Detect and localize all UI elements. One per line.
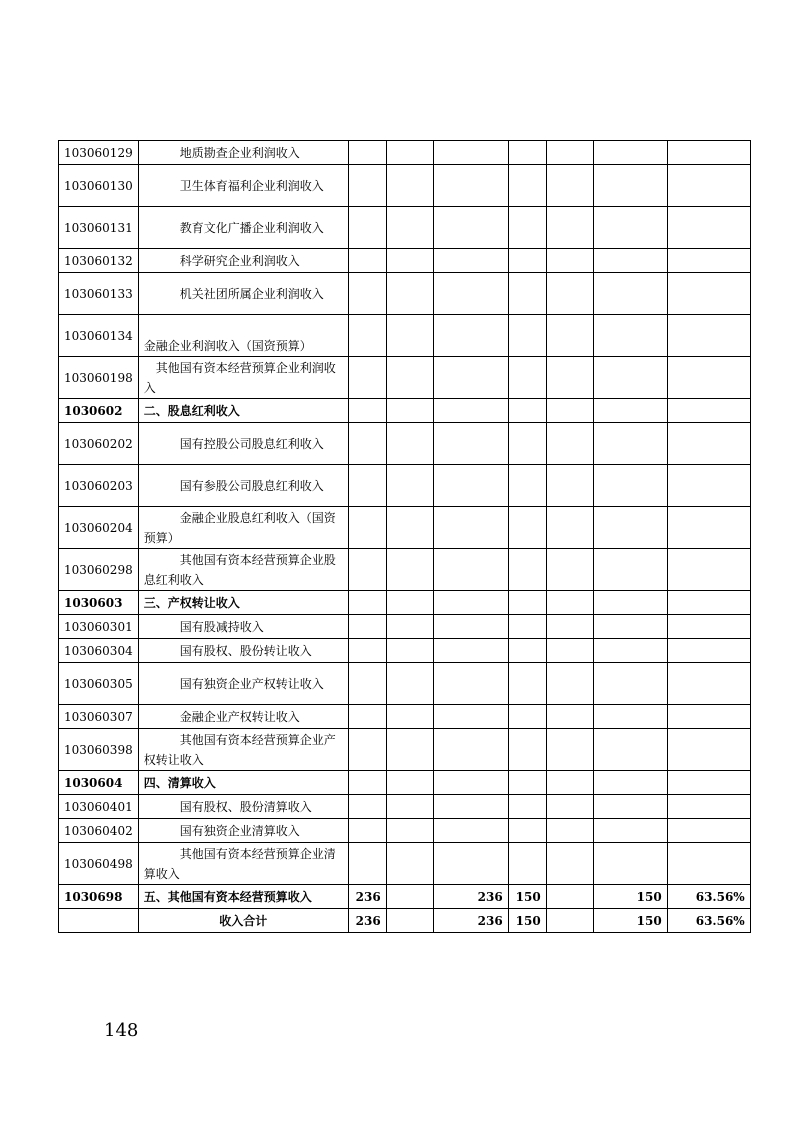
value-cell: [593, 663, 667, 705]
value-cell: [386, 315, 433, 357]
value-cell: [348, 549, 386, 591]
table-row: [59, 639, 751, 663]
value-cell: [433, 507, 508, 549]
value-cell: [667, 615, 750, 639]
total-value-cell: 150: [508, 909, 546, 933]
value-cell: [433, 729, 508, 771]
table-row: [59, 423, 751, 465]
value-cell: 236: [348, 885, 386, 909]
value-cell: [593, 771, 667, 795]
value-cell: [593, 249, 667, 273]
value-cell: [593, 207, 667, 249]
value-cell: [667, 141, 750, 165]
row-name: [138, 165, 348, 207]
row-name: [138, 507, 348, 549]
table-row: [59, 663, 751, 705]
row-name-text: 三、产权转让收入: [143, 595, 240, 610]
row-name-text: 国有独资企业清算收入: [179, 823, 300, 838]
value-cell: [348, 843, 386, 885]
value-cell: [546, 141, 593, 165]
value-cell: [593, 507, 667, 549]
value-cell: [433, 315, 508, 357]
value-cell: [348, 465, 386, 507]
row-name: [138, 357, 348, 399]
value-cell: [667, 357, 750, 399]
row-name: [138, 465, 348, 507]
value-cell: [433, 843, 508, 885]
value-cell: [667, 165, 750, 207]
value-cell: [593, 423, 667, 465]
row-name-text: 教育文化广播企业利润收入: [179, 220, 324, 235]
row-code: 103060301: [59, 615, 139, 639]
value-cell: [348, 795, 386, 819]
row-code: 103060129: [59, 141, 139, 165]
value-cell: [386, 273, 433, 315]
value-cell: [546, 165, 593, 207]
value-cell: [348, 273, 386, 315]
table-row: [59, 795, 751, 819]
row-code: 103060204: [59, 507, 139, 549]
value-cell: [508, 771, 546, 795]
value-cell: [508, 207, 546, 249]
value-cell: [546, 771, 593, 795]
value-cell: [508, 591, 546, 615]
value-cell: [433, 141, 508, 165]
value-cell: [593, 357, 667, 399]
value-cell: [348, 639, 386, 663]
value-cell: [433, 639, 508, 663]
value-cell: [546, 705, 593, 729]
value-cell: [386, 639, 433, 663]
value-cell: [593, 141, 667, 165]
row-code: 103060198: [59, 357, 139, 399]
value-cell: [348, 423, 386, 465]
value-cell: [593, 843, 667, 885]
value-cell: [508, 141, 546, 165]
row-name-text: 其他国有资本经营预算企业产权转让收入: [143, 732, 336, 767]
value-cell: [433, 465, 508, 507]
row-code: 103060132: [59, 249, 139, 273]
value-cell: [508, 549, 546, 591]
value-cell: [508, 423, 546, 465]
value-cell: [348, 663, 386, 705]
value-cell: [386, 795, 433, 819]
value-cell: [546, 591, 593, 615]
value-cell: [386, 819, 433, 843]
row-name: [138, 843, 348, 885]
row-name: [138, 705, 348, 729]
budget-table: [58, 140, 751, 933]
row-name-text: 国有股权、股份清算收入: [179, 799, 312, 814]
value-cell: [546, 315, 593, 357]
value-cell: [667, 549, 750, 591]
table-row: [59, 357, 751, 399]
value-cell: [667, 465, 750, 507]
table-row: [59, 465, 751, 507]
value-cell: [348, 315, 386, 357]
row-code: 103060398: [59, 729, 139, 771]
value-cell: [546, 615, 593, 639]
value-cell: [508, 795, 546, 819]
value-cell: [433, 795, 508, 819]
value-cell: [546, 729, 593, 771]
value-cell: [508, 273, 546, 315]
row-code: 103060304: [59, 639, 139, 663]
value-cell: [546, 819, 593, 843]
row-code: 103060131: [59, 207, 139, 249]
value-cell: [386, 885, 433, 909]
row-name: [138, 141, 348, 165]
value-cell: [508, 507, 546, 549]
value-cell: [386, 771, 433, 795]
value-cell: [348, 141, 386, 165]
value-cell: [508, 639, 546, 663]
value-cell: [433, 705, 508, 729]
row-code: 103060401: [59, 795, 139, 819]
row-name: [138, 549, 348, 591]
value-cell: [348, 357, 386, 399]
value-cell: [433, 249, 508, 273]
row-name: [138, 639, 348, 663]
row-name-text: 金融企业股息红利收入（国资预算）: [143, 510, 336, 545]
total-value-cell: 236: [348, 909, 386, 933]
value-cell: [593, 591, 667, 615]
value-cell: [593, 315, 667, 357]
value-cell: [348, 615, 386, 639]
table-row: [59, 615, 751, 639]
value-cell: [667, 663, 750, 705]
row-code: 1030604: [59, 771, 139, 795]
value-cell: [546, 795, 593, 819]
row-name: [138, 273, 348, 315]
value-cell: [386, 465, 433, 507]
table-row: [59, 591, 751, 615]
value-cell: [593, 705, 667, 729]
total-value-cell: 150: [593, 909, 667, 933]
value-cell: [386, 165, 433, 207]
table-row: [59, 141, 751, 165]
value-cell: [386, 423, 433, 465]
total-value-cell: [386, 909, 433, 933]
table-row: [59, 273, 751, 315]
total-value-cell: 63.56%: [667, 909, 750, 933]
value-cell: [348, 165, 386, 207]
value-cell: [386, 663, 433, 705]
row-name-text: 国有独资企业产权转让收入: [179, 676, 324, 691]
value-cell: [546, 549, 593, 591]
value-cell: [508, 357, 546, 399]
row-code: 103060498: [59, 843, 139, 885]
table-row: [59, 165, 751, 207]
value-cell: [667, 843, 750, 885]
value-cell: [386, 705, 433, 729]
total-value-cell: 236: [433, 909, 508, 933]
value-cell: [386, 399, 433, 423]
row-name: [138, 591, 348, 615]
value-cell: [348, 249, 386, 273]
row-name-text: 机关社团所属企业利润收入: [179, 286, 324, 301]
row-name: [138, 771, 348, 795]
value-cell: [433, 165, 508, 207]
value-cell: [667, 423, 750, 465]
value-cell: [593, 399, 667, 423]
value-cell: [508, 843, 546, 885]
total-row: [59, 909, 751, 933]
row-code: 103060202: [59, 423, 139, 465]
value-cell: [433, 423, 508, 465]
value-cell: [667, 591, 750, 615]
row-code: 103060305: [59, 663, 139, 705]
row-code: 103060133: [59, 273, 139, 315]
value-cell: [348, 507, 386, 549]
row-name: [138, 729, 348, 771]
value-cell: [546, 465, 593, 507]
value-cell: [386, 591, 433, 615]
row-name-text: 金融企业产权转让收入: [179, 709, 300, 724]
value-cell: [433, 615, 508, 639]
value-cell: [433, 357, 508, 399]
value-cell: [386, 249, 433, 273]
value-cell: [667, 639, 750, 663]
value-cell: [386, 507, 433, 549]
value-cell: [386, 141, 433, 165]
value-cell: 150: [508, 885, 546, 909]
row-name-text: 国有控股公司股息红利收入: [179, 436, 324, 451]
value-cell: [593, 639, 667, 663]
value-cell: [433, 819, 508, 843]
value-cell: [433, 591, 508, 615]
row-code: 103060203: [59, 465, 139, 507]
value-cell: [593, 729, 667, 771]
value-cell: [348, 771, 386, 795]
table-row: [59, 549, 751, 591]
table-row: [59, 843, 751, 885]
row-name: [138, 885, 348, 909]
value-cell: [667, 705, 750, 729]
value-cell: [593, 549, 667, 591]
table-row: [59, 207, 751, 249]
table-row: [59, 729, 751, 771]
table-body: [59, 141, 751, 933]
table-row: [59, 885, 751, 909]
value-cell: [508, 165, 546, 207]
total-label: 收入合计: [138, 909, 348, 933]
value-cell: [593, 795, 667, 819]
row-name-text: 科学研究企业利润收入: [179, 253, 300, 268]
value-cell: [348, 819, 386, 843]
row-name: [138, 819, 348, 843]
table-row: [59, 819, 751, 843]
table-row: [59, 399, 751, 423]
row-name: [138, 423, 348, 465]
value-cell: [508, 705, 546, 729]
row-name-text: 国有股权、股份转让收入: [179, 643, 312, 658]
value-cell: [386, 357, 433, 399]
value-cell: [546, 273, 593, 315]
value-cell: [508, 315, 546, 357]
value-cell: [546, 423, 593, 465]
row-name-text: 其他国有资本经营预算企业股息红利收入: [143, 552, 336, 587]
row-name: [138, 249, 348, 273]
value-cell: [433, 399, 508, 423]
value-cell: [433, 549, 508, 591]
total-value-cell: [546, 909, 593, 933]
value-cell: [546, 663, 593, 705]
value-cell: [667, 207, 750, 249]
value-cell: [433, 273, 508, 315]
table-row: [59, 249, 751, 273]
row-code: 103060134: [59, 315, 139, 357]
value-cell: 63.56%: [667, 885, 750, 909]
value-cell: [593, 273, 667, 315]
value-cell: 236: [433, 885, 508, 909]
value-cell: [667, 315, 750, 357]
value-cell: [593, 165, 667, 207]
value-cell: [348, 399, 386, 423]
row-name: [138, 315, 348, 357]
value-cell: [546, 399, 593, 423]
row-name-text: 四、清算收入: [143, 775, 216, 790]
value-cell: [348, 705, 386, 729]
row-code: 1030603: [59, 591, 139, 615]
row-name-text: 金融企业利润收入（国资预算）: [143, 338, 312, 353]
value-cell: [433, 771, 508, 795]
page-number: 148: [104, 1020, 139, 1041]
value-cell: [546, 507, 593, 549]
value-cell: [348, 729, 386, 771]
value-cell: [386, 843, 433, 885]
row-code: 1030698: [59, 885, 139, 909]
value-cell: [386, 729, 433, 771]
value-cell: [593, 819, 667, 843]
row-code: 1030602: [59, 399, 139, 423]
value-cell: [508, 663, 546, 705]
row-name-text: 五、其他国有资本经营预算收入: [143, 889, 312, 904]
total-code: [59, 909, 139, 933]
value-cell: [667, 399, 750, 423]
row-code: 103060402: [59, 819, 139, 843]
value-cell: [546, 843, 593, 885]
row-code: 103060307: [59, 705, 139, 729]
value-cell: [386, 207, 433, 249]
row-name-text: 国有参股公司股息红利收入: [179, 478, 324, 493]
value-cell: [508, 249, 546, 273]
value-cell: [433, 663, 508, 705]
row-name-text: 地质勘查企业利润收入: [179, 145, 300, 160]
row-code: 103060298: [59, 549, 139, 591]
value-cell: [667, 273, 750, 315]
row-name-text: 国有股减持收入: [179, 619, 264, 634]
value-cell: [508, 819, 546, 843]
value-cell: [508, 465, 546, 507]
row-name: [138, 795, 348, 819]
value-cell: [546, 207, 593, 249]
value-cell: [667, 795, 750, 819]
value-cell: [667, 729, 750, 771]
value-cell: [546, 639, 593, 663]
value-cell: 150: [593, 885, 667, 909]
value-cell: [593, 615, 667, 639]
value-cell: [546, 885, 593, 909]
value-cell: [667, 771, 750, 795]
row-name-text: 卫生体育福利企业利润收入: [179, 178, 324, 193]
value-cell: [667, 249, 750, 273]
row-name: [138, 207, 348, 249]
row-name-text: 其他国有资本经营预算企业利润收入: [143, 360, 336, 395]
table-row: [59, 507, 751, 549]
value-cell: [508, 615, 546, 639]
value-cell: [386, 549, 433, 591]
value-cell: [508, 399, 546, 423]
value-cell: [386, 615, 433, 639]
table-row: [59, 315, 751, 357]
table-row: [59, 705, 751, 729]
row-name: [138, 615, 348, 639]
row-name-text: 二、股息红利收入: [143, 403, 240, 418]
value-cell: [433, 207, 508, 249]
value-cell: [667, 819, 750, 843]
value-cell: [348, 591, 386, 615]
value-cell: [546, 249, 593, 273]
row-name: [138, 663, 348, 705]
value-cell: [593, 465, 667, 507]
row-name: [138, 399, 348, 423]
value-cell: [667, 507, 750, 549]
value-cell: [508, 729, 546, 771]
value-cell: [348, 207, 386, 249]
table-row: [59, 771, 751, 795]
row-code: 103060130: [59, 165, 139, 207]
row-name-text: 其他国有资本经营预算企业清算收入: [143, 846, 336, 881]
value-cell: [546, 357, 593, 399]
